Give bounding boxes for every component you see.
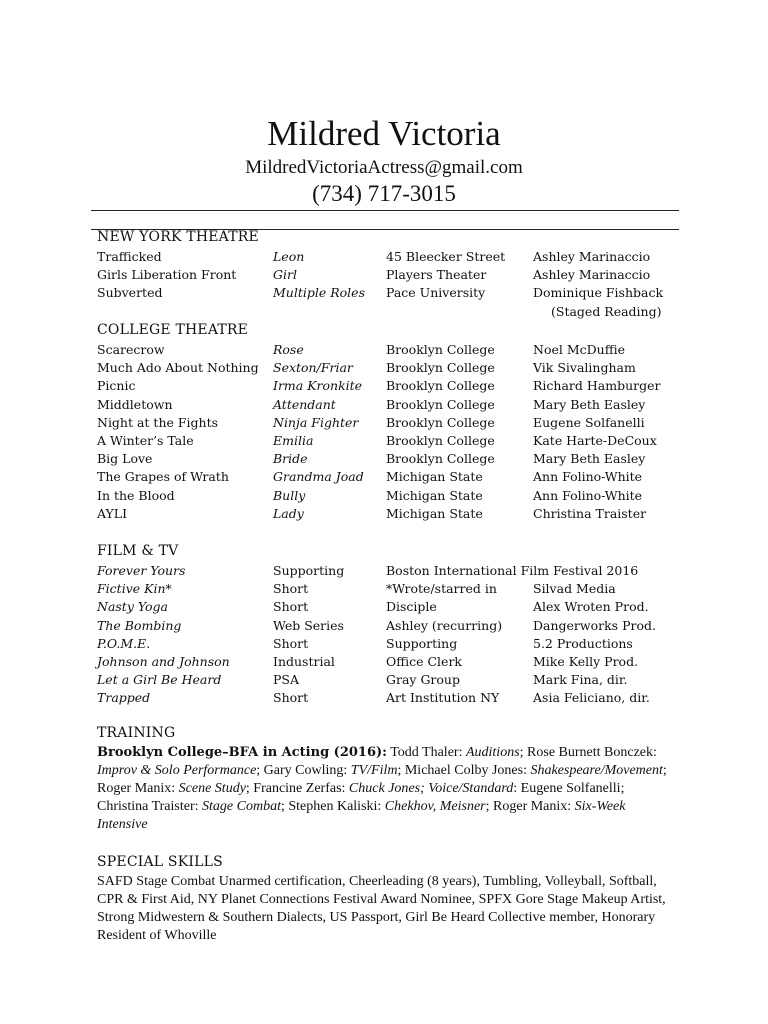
credit-row <box>97 266 677 284</box>
production-title: Forever Yours <box>97 563 186 578</box>
special-skills-section <box>97 853 677 945</box>
training-course: TV/Film <box>350 763 398 778</box>
venue: Players Theater <box>386 267 487 283</box>
venue: Michigan State <box>386 469 483 485</box>
role: Grandma Joad <box>273 469 364 485</box>
director: Vik Sivalingham <box>533 360 636 376</box>
production-title: Let a Girl Be Heard <box>97 672 222 688</box>
training-text: ; Roger Manix: <box>485 799 575 814</box>
venue: Brooklyn College <box>386 396 495 412</box>
production-title: The Grapes of Wrath <box>97 469 229 485</box>
production-title: Middletown <box>97 396 173 412</box>
college-theatre-section <box>97 321 677 523</box>
director: Noel McDuffie <box>533 342 625 357</box>
director: Dominique Fishback <box>533 285 664 301</box>
production-title: In the Blood <box>97 487 175 503</box>
credit-detail: *Wrote/starred in <box>386 581 497 597</box>
director: Eugene Solfanelli <box>533 414 645 430</box>
credit-detail: Ashley (recurring) <box>386 617 503 633</box>
credit-detail: Boston International Film Festival 2016 <box>386 563 639 578</box>
director: Ann Folino-White <box>533 487 643 503</box>
training-text: : Eugene Solfanelli; Christina Traister: <box>97 781 625 814</box>
production-title: A Winter’s Tale <box>97 432 194 448</box>
credit-row <box>97 689 677 707</box>
role: Multiple Roles <box>273 285 365 301</box>
production-title: AYLI <box>97 505 128 521</box>
credit-row <box>97 248 677 266</box>
role-type: Web Series <box>273 617 344 633</box>
credit-row <box>97 580 677 598</box>
training-text: ; Michael Colby Jones: <box>397 763 531 778</box>
venue: Michigan State <box>386 487 483 503</box>
applicant-name: Mildred Victoria <box>267 114 501 153</box>
role: Rose <box>273 342 304 357</box>
production-title: Picnic <box>97 378 136 394</box>
section-heading: FILM & TV <box>97 543 179 559</box>
director: Mary Beth Easley <box>533 451 646 467</box>
production-title: P.O.M.E. <box>97 635 151 651</box>
credit-row <box>97 284 677 302</box>
role: Attendant <box>273 396 336 412</box>
role: Lady <box>273 505 304 521</box>
director: Ashley Marinaccio <box>533 249 651 264</box>
role: Bully <box>273 487 306 503</box>
credit-row <box>97 487 677 505</box>
production-title: Johnson and Johnson <box>97 653 230 669</box>
role-type: Industrial <box>273 653 335 669</box>
venue: Brooklyn College <box>386 432 495 448</box>
credit-detail: Gray Group <box>386 672 460 688</box>
production-title: Much Ado About Nothing <box>97 360 259 376</box>
production-title: Subverted <box>97 285 163 301</box>
production-company: Dangerworks Prod. <box>533 617 656 633</box>
role: Irma Kronkite <box>273 378 363 394</box>
training-text: ; Stephen Kaliski: <box>280 799 385 814</box>
film-tv-section <box>97 542 677 708</box>
role-type: Short <box>273 635 309 651</box>
production-company: Mike Kelly Prod. <box>533 653 639 669</box>
venue: Brooklyn College <box>386 360 495 376</box>
credit-row <box>97 414 677 432</box>
training-school: Brooklyn College–BFA in Acting (2016): <box>97 745 387 760</box>
contact-phone: (734) 717-3015 <box>312 181 456 206</box>
training-course: Auditions <box>465 745 520 760</box>
credit-row <box>97 598 677 616</box>
production-title: Girls Liberation Front <box>97 267 237 283</box>
production-company: Alex Wroten Prod. <box>533 599 649 615</box>
production-title: Nasty Yoga <box>97 599 169 615</box>
production-title: Trafficked <box>97 249 162 264</box>
credit-row <box>97 450 677 468</box>
special-skills-text: SAFD Stage Combat Unarmed certification, Cheerleading (8 years), Tumbling, Volleyball, Softball, CPR & First Aid, NY Planet Connections Festival Award Nominee, SPFX Gore Stage Makeup Artist, Strong Midwestern & Southern Dialects, US Passport, Girl Be Heard Collective member, Honorary Resident of Whoville <box>97 874 666 943</box>
production-title: Trapped <box>97 690 151 706</box>
role-type: PSA <box>273 672 300 688</box>
training-course: Chekhov, Meisner <box>384 799 486 814</box>
section-heading: SPECIAL SKILLS <box>97 854 223 870</box>
training-course: Improv & Solo Performance <box>97 763 257 778</box>
production-title: Big Love <box>97 451 153 467</box>
production-company: Silvad Media <box>533 581 616 597</box>
training-course: Shakespeare/Movement <box>530 763 663 778</box>
credit-row <box>97 562 677 580</box>
credit-row <box>97 635 677 653</box>
role: Sexton/Friar <box>273 360 353 376</box>
production-company: 5.2 Productions <box>533 635 633 651</box>
section-heading: COLLEGE THEATRE <box>97 322 249 338</box>
production-title: The Bombing <box>97 617 182 633</box>
training-course: Stage Combat <box>202 799 281 814</box>
training-course: Scene Study <box>178 781 246 796</box>
credit-row <box>97 396 677 414</box>
venue: Brooklyn College <box>386 451 495 467</box>
training-text: Todd Thaler: <box>386 745 466 760</box>
credit-row <box>97 468 677 486</box>
credit-detail: Art Institution NY <box>386 690 500 706</box>
production-company: Mark Fina, dir. <box>533 672 628 688</box>
credit-row <box>97 359 677 377</box>
director: Ashley Marinaccio <box>533 267 651 283</box>
credit-detail: Supporting <box>386 635 458 651</box>
production-title: Fictive Kin* <box>97 581 172 597</box>
training-text: ; Gary Cowling: <box>256 763 351 778</box>
credit-detail: Disciple <box>386 599 437 615</box>
training-text: ; Roger Manix: <box>97 763 667 796</box>
production-title: Night at the Fights <box>97 414 219 430</box>
credit-detail: Office Clerk <box>386 653 463 669</box>
venue: Brooklyn College <box>386 414 495 430</box>
role: Bride <box>273 451 308 467</box>
credit-row <box>97 653 677 671</box>
role: Ninja Fighter <box>273 414 359 430</box>
director: Mary Beth Easley <box>533 396 646 412</box>
credit-row <box>97 671 677 689</box>
role: Leon <box>273 249 305 264</box>
director: Richard Hamburger <box>533 378 661 394</box>
training-paragraph <box>97 744 677 834</box>
role-type: Short <box>273 690 309 706</box>
credit-row <box>97 341 677 359</box>
venue: Brooklyn College <box>386 342 495 357</box>
role-type: Supporting <box>273 563 345 578</box>
director: Ann Folino-White <box>533 469 643 485</box>
venue: Pace University <box>386 285 486 301</box>
credit-row <box>97 377 677 395</box>
role: Emilia <box>273 432 314 448</box>
training-course: Chuck Jones; Voice/Standard <box>348 781 514 796</box>
director: Christina Traister <box>533 505 647 521</box>
venue: Brooklyn College <box>386 378 495 394</box>
credit-note-row <box>97 303 677 321</box>
credit-row <box>97 505 677 523</box>
credit-row <box>97 617 677 635</box>
director: Kate Harte-DeCoux <box>533 432 657 448</box>
section-heading: TRAINING <box>97 725 176 741</box>
training-text: ; Rose Burnett Bonczek: <box>519 745 657 760</box>
credit-row <box>97 432 677 450</box>
role: Girl <box>273 267 297 283</box>
training-text: ; Francine Zerfas: <box>245 781 349 796</box>
new-york-theatre-section <box>97 228 677 321</box>
production-company: Asia Feliciano, dir. <box>533 690 650 706</box>
training-section <box>97 724 677 834</box>
contact-email: MildredVictoriaActress@gmail.com <box>245 157 523 178</box>
role-type: Short <box>273 599 309 615</box>
venue: 45 Bleecker Street <box>386 249 506 264</box>
training-course: Six-Week Intensive <box>97 799 626 832</box>
staged-reading-note: (Staged Reading) <box>551 303 662 319</box>
section-heading: NEW YORK THEATRE <box>97 229 259 245</box>
production-title: Scarecrow <box>97 342 165 357</box>
venue: Michigan State <box>386 505 483 521</box>
header-rule-top <box>91 210 679 211</box>
role-type: Short <box>273 581 309 597</box>
